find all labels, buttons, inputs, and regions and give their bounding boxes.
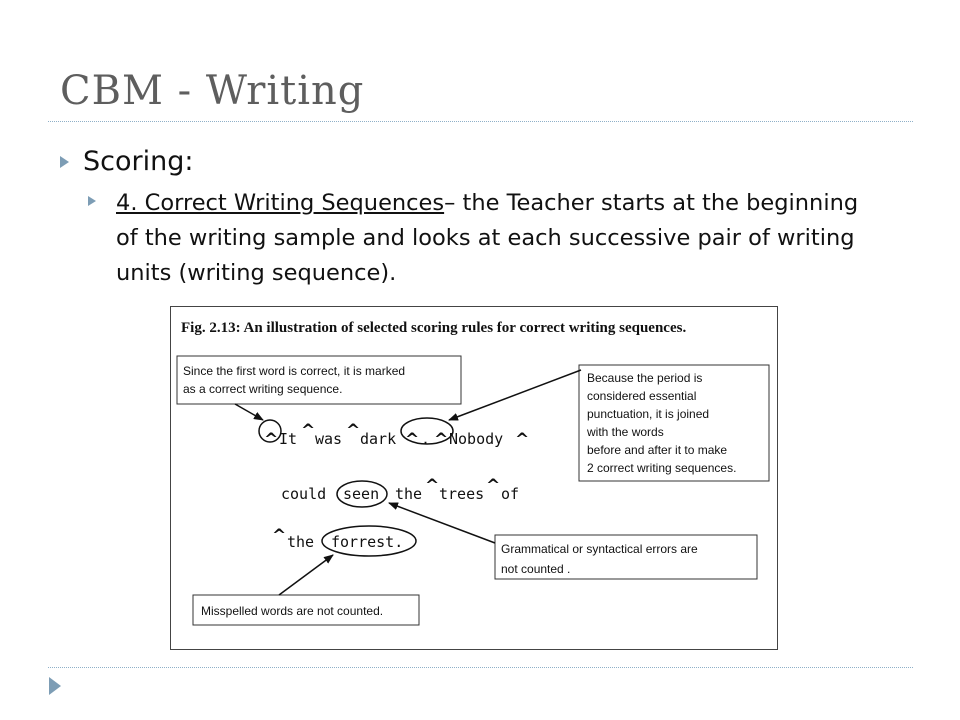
callout-box-grammar-line1: Grammatical or syntactical errors are [501,542,698,556]
triangle-bullet-icon [88,196,96,206]
sample-word-was: was [315,430,343,448]
sample-word-it: It [279,430,298,448]
sample-period: . [421,430,431,448]
callout-arrow [235,404,263,420]
caret-mark: ^ [425,476,440,496]
bullet-level1 [60,146,193,177]
bullet-level2 [88,186,878,291]
caret-mark: ^ [301,421,316,441]
callout-arrow [449,370,581,420]
sample-word-of: of [501,485,520,503]
sample-word-nobody: Nobody [449,430,504,448]
figure-title: Fig. 2.13: An illustration of selected scoring rules for correct writing sequences. [181,320,687,336]
caret-mark: ^ [264,430,279,450]
bullet-body: the Teacher starts at the beginning of the writing sample and looks at each successive pair of writing units (writing sequence). [116,190,859,286]
callout-box-grammar-line2: not counted . [501,562,571,576]
callout-box-period-line6: 2 correct writing sequences. [587,461,737,475]
footer-divider [48,667,913,668]
bullet-dash: – [444,190,463,216]
callout-box-period-line1: Because the period is [587,371,703,385]
callout-box-period-line4: with the words [587,425,664,439]
callout-arrow [279,555,333,595]
sample-word-seen: seen [343,485,380,503]
figure-svg [171,307,777,649]
sample-word-the: the [287,533,315,551]
callout-box-period-line2: considered essential [587,389,697,403]
caret-mark: ^ [346,421,361,441]
callout-box-first-word-line2: as a correct writing sequence. [183,382,343,396]
sample-word-the: the [395,485,423,503]
caret-mark: ^ [515,430,530,450]
bullet-heading: 4. Correct Writing Sequences [116,190,445,216]
callout-box-first-word-line1: Since the first word is correct, it is marked [183,364,406,378]
bullet-level1-text: Scoring: [83,146,194,177]
callout-box-period-line3: punctuation, it is joined [587,407,710,421]
slide-title: CBM - Writing [60,68,365,114]
caret-mark: ^ [434,430,449,450]
callout-box-misspelled-text: Misspelled words are not counted. [201,604,384,618]
figure-illustration [170,306,778,650]
sample-word-forrest: forrest. [331,533,404,551]
title-divider [48,121,913,122]
sample-word-could: could [281,485,327,503]
bullet-level2-text [116,186,878,291]
caret-mark: ^ [405,430,420,450]
callout-arrow [389,503,495,543]
sample-word-dark: dark [360,430,397,448]
triangle-nav-icon[interactable] [49,677,61,695]
caret-mark: ^ [272,526,287,546]
sample-word-trees: trees [439,485,485,503]
callout-box-period-line5: before and after it to make [587,443,728,457]
caret-mark: ^ [486,476,501,496]
triangle-bullet-icon [60,156,69,168]
